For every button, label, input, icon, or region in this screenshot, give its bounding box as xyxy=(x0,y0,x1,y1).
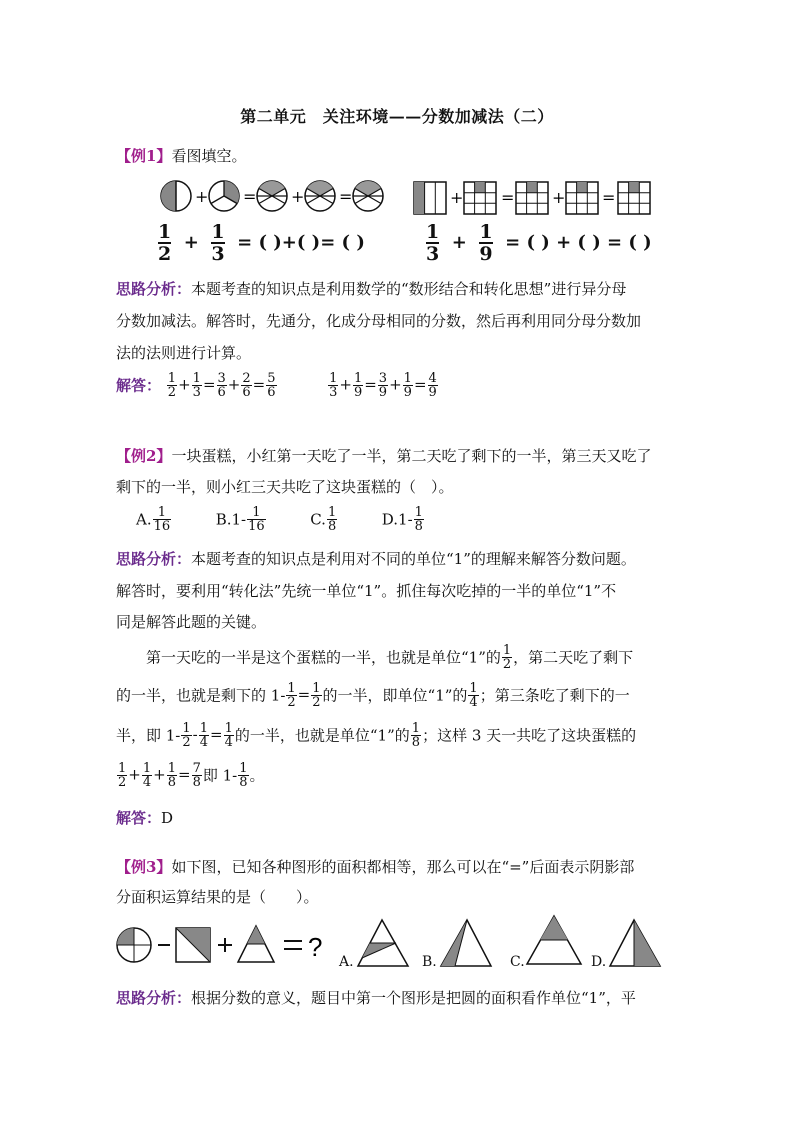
square-equation: $\frac{1}{3}$ + $\frac{1}{9}$ = ( ) + ( ) = ( ) xyxy=(426,221,652,265)
ex2-analysis-line-1 xyxy=(116,549,686,569)
svg-text:+: + xyxy=(552,188,566,207)
analysis-label: 思路分析： xyxy=(116,280,192,298)
option-a-triangle[interactable] xyxy=(352,918,412,970)
analysis-text: 本题考查的知识点是利用数学的“数形结合和转化思想”进行异分母 xyxy=(191,280,627,298)
option-c-triangle[interactable] xyxy=(523,914,585,970)
svg-text:?: ? xyxy=(308,932,323,962)
svg-text:+: + xyxy=(291,187,305,206)
ex2-analysis-line-2: 解答时，要利用“转化法”先统一单位“1”。抓住每次吃掉的一半的单位“1”不 xyxy=(116,582,617,600)
option-a-label: A. xyxy=(339,954,354,970)
question-text: 如下图，已知各种图形的面积都相等，那么可以在“=”后面表示阴影部 xyxy=(171,858,635,876)
ex2-explain-1: 第一天吃的一半是这个蛋糕的一半，也就是单位“1”的 $\frac{1}{2}$ ，第二天吃了剩下 xyxy=(146,643,634,672)
ex3-analysis-line-1 xyxy=(116,988,686,1008)
answer-label: 解答： xyxy=(116,809,162,827)
option-c-label: C. xyxy=(510,954,525,970)
analysis-label: 思路分析： xyxy=(116,989,192,1007)
analysis-text: 本题考查的知识点是利用对不同的单位“1”的理解来解答分数问题。 xyxy=(191,550,636,568)
ex2-explain-4: $\frac{1}{2}$ + $\frac{1}{4}$ + $\frac{1}{8}$ = $\frac{7}{8}$ 即 1- $\frac{1}{8}$ 。 xyxy=(118,761,265,790)
answer-label: 解答： xyxy=(116,376,162,395)
example-1-prompt xyxy=(116,146,686,166)
option-b-triangle[interactable] xyxy=(435,918,495,970)
svg-text:=: = xyxy=(339,187,353,206)
ex2-analysis-line-3: 同是解答此题的关键。 xyxy=(116,613,267,631)
svg-text:=: = xyxy=(602,188,616,207)
analysis-text: 根据分数的意义，题目中第一个图形是把圆的面积看作单位“1”，平 xyxy=(191,989,636,1007)
example-2-question-2: 剩下的一半，则小红三天共吃了这块蛋糕的（ ）。 xyxy=(116,478,454,496)
ex2-explain-2: 的一半，也就是剩下的 1- $\frac{1}{2}$ = $\frac{1}{2}$ 的一半，即单位“1”的 $\frac{1}{4}$ ；第三条吃了剩下的一 xyxy=(116,681,630,710)
question-text: 一块蛋糕，小红第一天吃了一半，第二天吃了剩下的一半，第三天又吃了 xyxy=(171,447,652,465)
example-3-question-2: 分面积运算结果的是（ ）。 xyxy=(116,888,319,906)
prompt-text: 看图填空。 xyxy=(171,147,247,165)
svg-text:+: + xyxy=(195,187,209,206)
square-fractions-figure xyxy=(412,180,662,216)
ex1-analysis-line-3: 法的法则进行计算。 xyxy=(116,344,252,362)
example-label: 【例1】 xyxy=(116,147,172,165)
option-b-label: B. xyxy=(422,954,437,970)
example-label: 【例3】 xyxy=(116,858,172,876)
option-d-triangle[interactable] xyxy=(604,918,664,970)
circle-fractions-figure xyxy=(158,178,388,218)
example-2-question-1 xyxy=(116,446,686,466)
example-label: 【例2】 xyxy=(116,447,172,465)
ex1-analysis-line-2: 分数加减法。解答时，先通分，化成分母相同的分数，然后再利用同分母分数加 xyxy=(116,312,642,330)
example-2-options: A. $\frac{1}{16}$ B.1- $\frac{1}{16}$ C. $\frac{1}{8}$ D.1- $\frac{1}{8}$ xyxy=(136,505,423,534)
option-d-label: D. xyxy=(591,954,607,970)
ex1-analysis-line-1 xyxy=(116,279,686,299)
svg-text:=: = xyxy=(501,188,515,207)
answer-value: D xyxy=(161,809,174,827)
page-title: 第二单元 关注环境——分数加减法（二） xyxy=(240,107,554,126)
example-3-question-1 xyxy=(116,857,686,877)
svg-text:+: + xyxy=(450,188,464,207)
svg-text:=: = xyxy=(243,187,257,206)
ex2-explain-3: 半，即 1- $\frac{1}{2}$ - $\frac{1}{4}$ = $\frac{1}{4}$ 的一半，也就是单位“1”的 $\frac{1}{8}$ ；这样 3 天一共吃了这块蛋糕的 xyxy=(116,721,637,750)
analysis-label: 思路分析： xyxy=(116,550,192,568)
ex1-answer: 解答： $\frac{1}{2}$ + $\frac{1}{3}$ = $\frac{3}{6}$ + $\frac{2}{6}$ = $\frac{5}{6}$ $\frac{1}{3}$ + $\frac{1}{9}$ = $\frac{3}{9}$ + $\frac{1}{9}$ = $\frac{4}{9}$ xyxy=(116,371,437,400)
circle-equation: $\frac{1}{2}$ + $\frac{1}{3}$ = ( )+( )= ( ) xyxy=(158,221,365,265)
ex2-answer xyxy=(116,808,686,828)
